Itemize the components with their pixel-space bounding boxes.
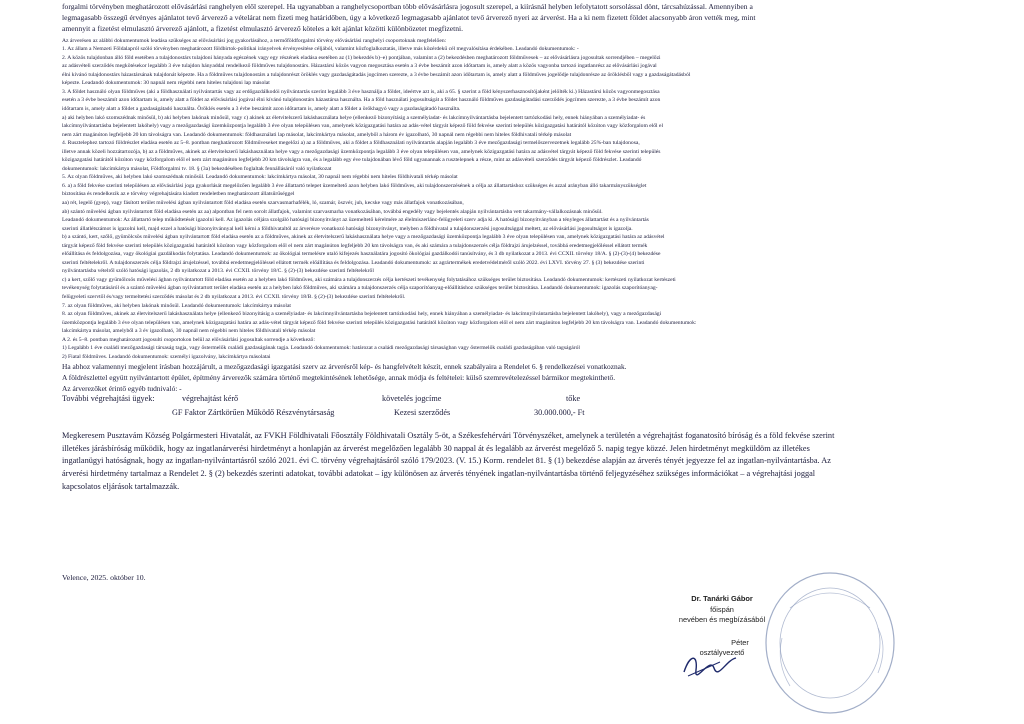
publication-section (62, 430, 966, 493)
signatory-role: főispán (710, 604, 734, 614)
doc-line: c) a kert, szőlő vagy gyümölcsös művelési ágban nyilvántartott föld eladása esetén az a helyben lakó földműves, aki számára a tulajdonszerzés célja kertészeti tevékenység folytatásához szükséges terület biztosítása. Leadandó dokumentumok: kertészeti nyilatkozat kertészeti (62, 276, 676, 283)
second-signatory-name: Péter (731, 637, 749, 647)
claims-creditor: GF Faktor Zártkörűen Működő Részvénytársaság (172, 408, 335, 418)
claims-header-title: követelés jogcíme (382, 394, 442, 404)
doc-line: szerinti feltételekről. A tulajdonszerzés célja földrajzi árujelzéssel, továbbá eredetmegjelöléssel ellátott termék előállítása és feldolgozása. Leadandó dokumentumok: az agrártermékek eredetvédelméről szóló 2022. évi LXVI. törvény 27. § (3) bekezdése szerinti (62, 259, 645, 266)
publication-line: illetékes járásbíróság működik, hogy az ingatlanárverési hirdetményt a honlapján az árverést megelőzően legalább 30 nappal át és legalább az árverést megelőző 5. napig tegye közzé. Jelen hirdetményt megküldöm az illetékes (62, 443, 810, 453)
doc-line: üzemközpontja legalább 3 éve olyan településen van, amelynek közigazgatási határa az adás-vétel tárgyát képező föld fekvése szerinti település közigazgatási határától közúton vagy közforgalom elől el nem zárt magánúton legfeljebb 20 km távolságra van. Leadandó dokumentumok: (62, 319, 697, 326)
doc-line: illetve annak közeli hozzátartozója, b) az a földműves, akinek az életvitelszerű lakáshasználata helye vagy a mezőgazdasági üzemközpontja legalább 3 éve olyan településen van, amelynek közigazgatási határa az adásvétel tárgyát képező föld fekvése szerinti település (62, 148, 661, 155)
consent-section (62, 362, 966, 394)
doc-line: lakcímnyilvántartásba bejelentett lakóhely) vagy a mezőgazdasági üzemközpontja legalább 3 éve olyan településen van, amelynek közigazgatási határa az adás-vétel tárgyát képező föld fekvése szerinti település közigazgatási határától közúton vagy közforgalom elől el (62, 123, 664, 130)
publication-line: Megkeresem Pusztavám Község Polgármesteri Hivatalát, az FVKH Földhivatali Főosztály Földhivatali Osztály 5-öt, a Székesfehérvári Törvényszéket, amelynek a területén a végrehajtást foganatosító bíróság és a föld fekvése szerint (62, 431, 835, 441)
doc-line: az adásvételi szerződés megkötésekor legalább 3 éve tulajdon hányaddal rendelkező földműves tulajdonostárs. Házastársi közös vagyon megosztása esetén a 3 évbe beszámít azon időtartam is, amely alatt a közös vagyonba tartozó ingatlanrész az elővásárlási jogával (62, 63, 657, 70)
doc-line: 6. a) a föld fekvése szerinti településen az elővásárlási joga gyakorlását megelőzően legalább 3 éve állattartó telepet üzemeltető azon helyben lakó földműves, aki tulajdonszerzésének a célja az állattartáshoz szükséges és azzal arányban álló takarmányszükséglet (62, 182, 647, 189)
doc-line: időtartam is, amely alatt a földet a gazdaságátadó használta. Öröklés esetén a 3 évbe beszámít azon időtartam is, amely alatt a földet a örökhagyó vagy a gazdaságátadó használta. (62, 105, 461, 112)
doc-line: 8. az olyan földműves, akinek az életvitelszerű lakáshasználata helye (ellenkező bizonyításig a személyiadat- és lakcímnyilvántartásba bejelentett tartózkodási hely, ennek hiányában a személyiadat- és lakcímnyilvántartásba bejelentett lakóhely), vagy a mezőgazdasági (62, 311, 662, 318)
signatory-mandate: nevében és megbízásából (678, 615, 766, 625)
doc-line: esetén a 3 évbe beszámít azon időtartam is, amely alatt a földet az elővásárlási jogával élni kívánó tulajdonostárs házastársa használta. Ha a föld használati jogosultságát a földet használó földműves gazdaságátadási szerződés jogcímen szerezte, a 3 évbe beszámít azon (62, 97, 661, 104)
doc-line: 1. Az állam a Nemzeti Földalapról szóló törvényben meghatározott földbirtok-politikai irányelvek érvényesítése céljából, valamint közfoglalkoztatás, illetve más közérdekű cél megvalósítása érdekében. Leadandó dokumentumok: - (62, 46, 579, 53)
doc-line: 3. A földet használó olyan földműves (aki a földhasználati nyilvántartás vagy az erdőgazdálkodói nyilvántartás szerint legalább 3 éve használja a földet, ideértve azt is, aki a 65. § szerint a föld kényszerhasznosítójaként jelölték ki.) Házastársi közös vagyonmegosztása (62, 88, 660, 95)
doc-line: 4. Rusztelephez tartozó földrészlet eladása esetén az 5–8. pontban meghatározott földműveseket megelőzi a) az a földműves, aki a földet a földhasználati nyilvántartás alapján legalább 3 éve mezőgazdasági termelőszervezetnek legalább 25%-ban tulajdonosa, (62, 140, 640, 147)
document-page (62, 0, 966, 493)
intro-section (62, 0, 966, 35)
doc-line: A 2. és 5–8. pontban meghatározott jogosulti csoportokon belül az elővásárlási jogosultak sorrendje a következő: (62, 336, 315, 343)
doc-line: biztosítása és rendelkezik az e törvény végrehajtására kiadott rendeletben meghatározott állatsűrűséggel (62, 191, 295, 198)
doc-line: tárgyát képező föld fekvése szerinti település közigazgatási határától közúton vagy közforgalom elől el nem zárt magánúton legfeljebb 20 km távolságra van, és aki számára a tulajdonszerzés célja földrajzi árujelzéssel, továbbá eredetmegjelöléssel ellátott termék (62, 242, 648, 249)
second-signatory-role: osztályvezető (699, 648, 745, 658)
document-date: Velence, 2025. október 10. (62, 573, 146, 582)
claims-table (62, 394, 966, 438)
doc-line: lakcímkártya másolat, amelyből a 3 év igazolható, 30 napnál nem régebbi nem hiteles földhivatali térkép másolat (62, 328, 316, 335)
intro-line: forgalmi törvényben meghatározott elővásárlási ranghelyen elől szerepel. Ha ugyanabban a ranghelycsoportban több elővásárlásra jogosult szerepel, a kiírásnál helyben lefolytatott sorsolással dönt, tárcsahúzással. Amennyiben a (62, 2, 753, 11)
signatory-name: Dr. Tanárki Gábor (691, 594, 753, 603)
doc-line: nyilvántartásba vételről szóló hatósági igazolás, 2 db nyilatkozat a 2013. évi CCXII. törvény 18/C. § (2)-(3) bekezdése szerinti feltételekről (62, 268, 374, 275)
consent-line: Ha abhoz valamennyi megjelent írásban hozzájárult, a mezőgazdasági igazgatási szerv az árverésről kép- és hangfelvételt készít, ennek szabályaira a Rendelet 6. § rendelkezései vonatkoznak. (62, 362, 627, 372)
doc-line: élni kívánó tulajdonostárs házastársának tulajdonát képezte. Ha a földműves tulajdonostárs a tulajdonrészt öröklés vagy gazdaságátadás jogcímen szerezte, a 3 évbe beszámít azon időtartam is, amely alatt a földműves jogelődje tulajdonrésze az öröklésből vagy a gazdaságátadásból (62, 71, 691, 78)
claims-header-amount: tőke (566, 394, 581, 404)
doc-line: dokumentumok: lakcímkártya másolat, Földforgalmi tv. 18. § (3a) bekezdésében foglaltak fennállásáról való nyilatkozat (62, 165, 332, 172)
doc-line: a) aki helyben lakó szomszédnak minősül, b) aki helyben lakónak minősül, vagy c) akinek az életvitelszerű lakáshasználata helye (ellenkező bizonyításig a személyiadat- és lakcímnyilvántartásba bejelentett tartózkodási hely, ennek hiányában a személyiadat- és (62, 114, 646, 121)
documents-section (62, 37, 966, 362)
doc-line: nem zárt magánúton legfeljebb 20 km távolságra van. Leadandó dokumentumok: földhasználati lap másolat, lakcímkártya másolat, amelyből a három év igazolható, 30 napnál nem régebbi nem hiteles földhivatali térkép másolat (62, 131, 572, 138)
claims-header-party: További végrehajtási ügyek: (62, 394, 155, 404)
consent-line: A földrészlettel együtt nyilvántartott épület, építmény árverezők számára történő megtekintésének lehetősége, annak módja és feltételei: külső szemrevételezéssel bármikor megtekinthető. (62, 372, 616, 382)
doc-line: b) a szántó, kert, szőlő, gyümölcsös művelési ágban nyilvántartott föld eladása esetén az a földműves, akinek az életvitelszerű lakáshasználata helye vagy a mezőgazdasági üzemközpontja legalább 3 éve olyan településen van, amelynek közigazgatási határa az adásvétel (62, 234, 665, 241)
consent-line: Az árverezőket érintő egyéb tudnivaló: - (62, 383, 182, 393)
doc-line: 1) Legalább 1 éve családi mezőgazdasági társaság tagja, vagy őstermelők családi gazdaságának tagja. Leadandó dokumentumok: határozat a családi mezőgazdasági társaságban vagy őstermelők családi gazdaságában való tagságáról (62, 345, 580, 352)
doc-line: 2) Fiatal földműves. Leadandó dokumentumok: személyi igazolvány, lakcímkártya másolatai (62, 353, 271, 360)
doc-line: 5. Az olyan földműves, aki helyben lakó szomszédnak minősül. Leadandó dokumentumok: lakcímkártya másolat, 30 napnál nem régebbi nem hiteles földhivatali térkép másolat (62, 174, 458, 181)
doc-line: tevékenység folytatásáról és a szántó művelési ágban nyilvántartott terület eladása esetén az a helyben lakó földműves, aki számára a tulajdonszerzés célja szaporítóanyag-előállításhoz szükséges terület biztosítása. Leadandó dokumentumok: igazolás szaporítóanyag- (62, 285, 658, 292)
doc-line: közigazgatási határától közúton vagy közforgalom elől el nem zárt magánúton legfeljebb 20 km távolságra van, és a legalább egy éve tulajdonában lévő föld ugyanannak a rusztelepnek a része, mint az adásvételi szerződés tárgyát képező földrészlet. Leadandó (62, 157, 642, 164)
publication-line: árverési hirdetmény tartalmaz a Rendelet 2. § (2) bekezdés szerinti adatokat, további adatokat – így különösen az árverés tényének ingatlan-nyilvántartásba történő feljegyzéséhez szükséges információkat – a végrehajtási joggal (62, 468, 816, 478)
claims-title: Kezesi szerződés (394, 408, 451, 418)
doc-line: Az árverésen az alábbi dokumentumok leadása szükséges az elővásárlási jog gyakorlásához, a termőföldforgalmi törvény elővásárlási ranghelyi csoportoknak megfelelően: (62, 37, 447, 44)
doc-line: Leadandó dokumentumok: Az állattartó telep működtetését igazolni kell. Az igazolás céljára szolgáló hatósági bizonyítványt az üzemeltető kérelmére az élelmiszerlánc-felügyeleti szerv adja ki. A hatósági bizonyítványban a tényleges állattartást és a nyilvántartás (62, 217, 649, 224)
doc-line: képezte. Leadandó dokumentumok: 30 napnál nem régebbi nem hiteles tulajdoni lap másolat (62, 80, 270, 87)
claims-header-creditor: végrehajtást kérő (182, 394, 239, 404)
doc-line: ab) szántó művelési ágban nyilvántartott föld eladása esetén az aa) alpontban fel nem sorolt állatfajok, valamint szarvasmarha vonatkozásában, továbbá engedély vagy bejelentés alapján nyilvántartásba vett takarmány-vállalkozásnak minősül. (62, 208, 603, 215)
publication-line: kapcsolatos eljárások tartalmazzák. (62, 481, 180, 491)
doc-line: előállítása és feldolgozása, vagy ökológiai gazdálkodás folytatása. Leadandó dokumentumok: az ökológiai termelésre utaló kifejezés használatára jogosító ökológiai gazdálkodói tanúsítvány, és 3 db nyilatkozat a 2013. évi CCXII. törvény 18/A. § (2)-(3)-(4) bekezdése (62, 251, 661, 258)
claims-amount: 30.000.000,- Ft (534, 408, 585, 418)
doc-line: 7. az olyan földműves, aki helyben lakónak minősül. Leadandó dokumentumok: lakcímkártya másolat (62, 302, 291, 309)
intro-line: amennyit a fizetést elmulasztó árverező ajánlott, a fizetést elmulasztó árverező köteles a két ajánlat közötti különbözetet megfizetni. (62, 24, 464, 34)
signature-block (658, 594, 786, 659)
publication-line: ingatlanügyi hatóságnak, hogy az ingatlan-nyilvántartásról szóló 2021. évi C. törvény végrehajtásáról szóló 179/2023. (V. 15.) Korm. rendelet 81. § (1) bekezdése alapján az árverés tényét jegyezze fel az ingatlan-nyilvántartásba. Az (62, 456, 831, 466)
doc-line: 2. A közös tulajdonban álló föld esetében a tulajdonostárs tulajdoni hányada egészének vagy egy részének eladása esetében az (1) bekezdés b)–e) pontjában, valamint a (2) bekezdésben meghatározott földművesek – az elővásárlásra jogosultak sorrendjében – megelőzi (62, 54, 661, 61)
doc-line: aa) rét, legelő (gyep), vagy fásított terület művelési ágban nyilvántartott föld eladása esetén szarvasmarhafélék, ló, szamár, öszvér, juh, kecske vagy más állatfajok vonatkozásában, (62, 200, 464, 206)
intro-line: legmagasabb összegű érvényes ajánlatot tevő árverező a vételárat nem fizeti meg határidőben, úgy a következő legmagasabb ajánlatot tevő árverező nyeri az árverést. Ha a ki nem fizetett földet alacsonyabb áron vették meg, mint (62, 13, 756, 23)
doc-line: szerinti állatlétszámot is igazolni kell, majd ezzel a hatósági bizonyítvánnyal kell kérni a földhivataltól az árverésre vonatkozó hatósági bizonyítványt, melyben a földhivatal a tulajdonszerzési jogosultsággal meltett, az elővásárlási jogosultságot is igazolja. (62, 225, 633, 232)
doc-line: felügyeleti szervtől és/vagy termeltetési szerződés másolat és 2 db nyilatkozat a 2013. évi CCXII. törvény 18/B. § (2)-(3) bekezdése szerinti feltételekről. (62, 294, 406, 301)
